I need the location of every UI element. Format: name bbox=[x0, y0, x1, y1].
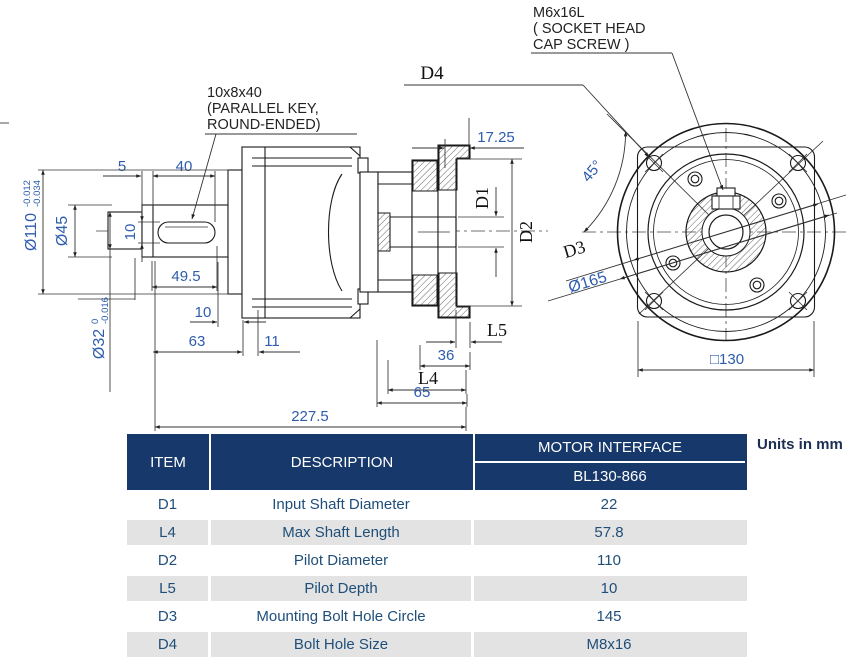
row-item: D3 bbox=[157, 608, 178, 625]
svg-text:-0.012: -0.012 bbox=[22, 180, 33, 207]
row-item: D4 bbox=[127, 632, 211, 657]
dim-overall: 227.5 bbox=[291, 408, 329, 425]
svg-text:-0.034: -0.034 bbox=[32, 180, 43, 207]
front-view bbox=[548, 114, 848, 377]
dim-dia32 bbox=[90, 297, 111, 359]
row-description: Pilot Depth bbox=[211, 576, 474, 601]
dim-65: 65 bbox=[413, 384, 431, 401]
dim-key-offset: 5 bbox=[117, 158, 127, 175]
row-value: 110 bbox=[597, 552, 621, 569]
dim-key-length: 40 bbox=[175, 158, 193, 175]
label-d3 bbox=[561, 236, 588, 262]
dim-63: 63 bbox=[188, 333, 206, 350]
table-row bbox=[127, 492, 747, 517]
bolt-hole-x bbox=[645, 292, 663, 310]
row-description: Pilot Diameter bbox=[293, 552, 389, 569]
screw-note-line1: M6x16L bbox=[533, 5, 585, 21]
row-description: Input Shaft Diameter bbox=[272, 496, 410, 513]
table-row bbox=[127, 520, 747, 545]
svg-text:D3: D3 bbox=[560, 236, 588, 263]
label-d1 bbox=[472, 187, 492, 209]
svg-text:D2: D2 bbox=[516, 221, 536, 243]
header-item: ITEM bbox=[127, 434, 211, 490]
section-hatch bbox=[413, 161, 437, 191]
dim-square130: □130 bbox=[709, 351, 745, 368]
dim-shaft-length: 49.5 bbox=[171, 268, 201, 285]
coupling-hatch bbox=[378, 213, 390, 251]
table-row bbox=[127, 632, 747, 657]
label-d4: D4 bbox=[420, 63, 444, 84]
label-l4: L4 bbox=[418, 368, 438, 388]
header-group-label: MOTOR INTERFACE bbox=[538, 439, 682, 456]
key-note-line1: 10x8x40 bbox=[207, 85, 262, 101]
svg-text:Ø165: Ø165 bbox=[566, 268, 609, 297]
row-value: 10 bbox=[600, 580, 618, 597]
row-description: Mounting Bolt Hole Circle bbox=[256, 608, 426, 625]
screw-callout bbox=[531, 5, 723, 190]
header-model-label: BL130-866 bbox=[475, 461, 745, 490]
svg-text:Ø32: Ø32 bbox=[91, 328, 108, 360]
d4-callout bbox=[404, 63, 649, 157]
row-value: 57.8 bbox=[594, 524, 624, 541]
svg-text:0: 0 bbox=[90, 318, 101, 324]
table-row bbox=[127, 604, 747, 629]
svg-text:Ø110: Ø110 bbox=[23, 213, 40, 251]
side-view bbox=[96, 145, 548, 318]
dim-dia45 bbox=[54, 216, 71, 246]
units-note: Units in mm bbox=[757, 436, 843, 453]
bolt-hole-x bbox=[789, 292, 807, 310]
dim-36: 36 bbox=[437, 347, 455, 364]
screw-note-line2: ( SOCKET HEAD bbox=[533, 21, 646, 37]
bolt-hole-x bbox=[645, 154, 663, 172]
row-item: D2 bbox=[157, 552, 178, 569]
header-motor-interface bbox=[475, 434, 745, 490]
dim-boss-width: 10 bbox=[194, 304, 212, 321]
screw-tip bbox=[717, 188, 735, 196]
row-value: 22 bbox=[600, 496, 618, 513]
row-item: L5 bbox=[127, 576, 211, 601]
row-value: 145 bbox=[596, 608, 622, 625]
row-value: M8x16 bbox=[586, 636, 632, 653]
svg-text:10: 10 bbox=[122, 223, 139, 241]
dim-45deg bbox=[579, 157, 607, 185]
dim-17-25: 17.25 bbox=[477, 129, 515, 146]
section-hatch bbox=[439, 273, 469, 317]
adapter-neck bbox=[360, 172, 378, 292]
header-description: DESCRIPTION bbox=[211, 434, 475, 490]
keyway-slot bbox=[158, 222, 215, 243]
bolt-hole-x bbox=[789, 154, 807, 172]
row-item: D1 bbox=[157, 496, 178, 513]
svg-text:Ø45: Ø45 bbox=[54, 215, 71, 247]
row-description: Max Shaft Length bbox=[211, 520, 474, 545]
svg-text:D1: D1 bbox=[472, 187, 492, 209]
key-note-line2: (PARALLEL KEY, bbox=[207, 101, 319, 117]
dim-dia165 bbox=[566, 269, 608, 297]
label-l5: L5 bbox=[487, 320, 507, 340]
screw-head bbox=[712, 196, 740, 209]
output-pilot-boss bbox=[228, 170, 242, 294]
gearbox-body bbox=[242, 147, 360, 318]
row-description: Bolt Hole Size bbox=[211, 632, 474, 657]
section-hatch bbox=[413, 275, 437, 305]
label-d2 bbox=[516, 221, 536, 243]
svg-text:45°: 45° bbox=[578, 157, 607, 186]
spec-table-header bbox=[127, 434, 747, 490]
svg-text:-0.016: -0.016 bbox=[100, 297, 111, 324]
spec-table bbox=[127, 434, 747, 660]
table-row bbox=[127, 576, 747, 601]
key-note-line3: ROUND-ENDED) bbox=[207, 117, 321, 133]
dim-dia110 bbox=[22, 180, 43, 251]
clamp-hook bbox=[358, 158, 368, 173]
row-item: L4 bbox=[127, 520, 211, 545]
screw-note-line3: CAP SCREW ) bbox=[533, 37, 630, 53]
section-hatch bbox=[439, 146, 469, 190]
dim-11: 11 bbox=[264, 333, 280, 350]
dim-key-width bbox=[122, 224, 139, 241]
table-row bbox=[127, 548, 747, 573]
